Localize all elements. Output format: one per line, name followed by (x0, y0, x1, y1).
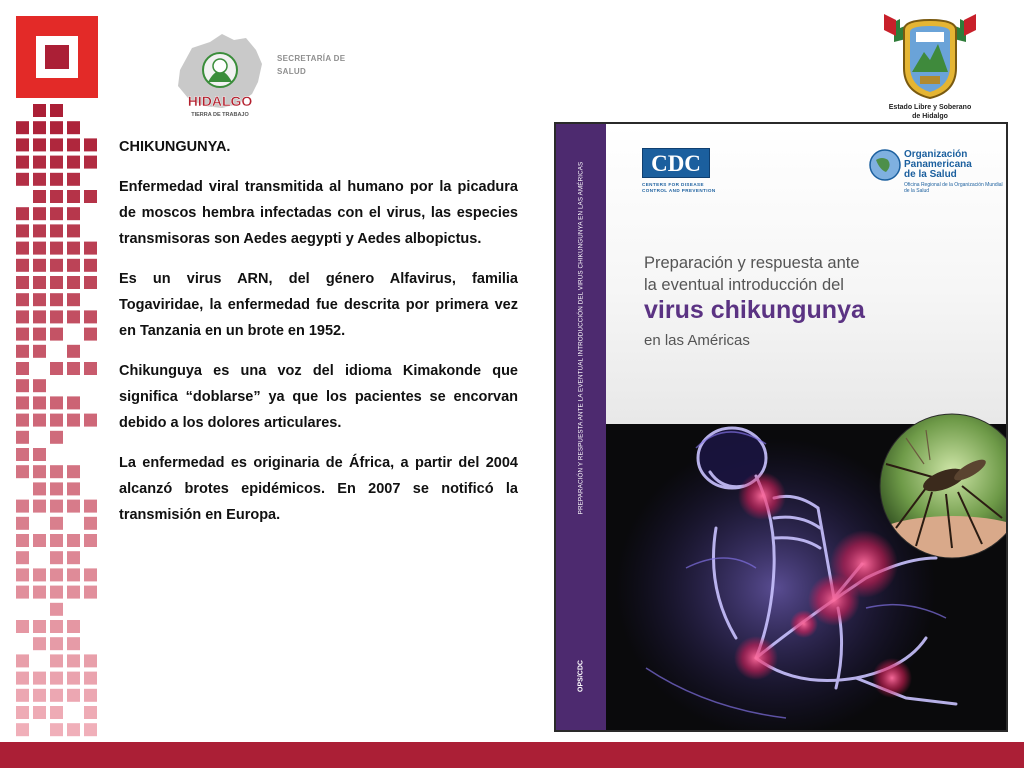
pattern-square (16, 276, 29, 289)
joint-glow-shoulder (738, 472, 786, 520)
hidalgo-name: HIDALGO (187, 93, 253, 109)
bottom-bar (0, 742, 1024, 768)
ops-name-line1: Organización (904, 149, 968, 160)
pattern-square (84, 190, 97, 203)
pattern-square (50, 156, 63, 169)
pattern-square (67, 362, 80, 375)
skeleton-illustration (606, 368, 1006, 730)
pattern-square (67, 654, 80, 667)
pattern-square (50, 104, 63, 117)
pattern-square (67, 689, 80, 702)
pattern-square (67, 568, 80, 581)
pattern-square (84, 534, 97, 547)
pattern-square (67, 293, 80, 306)
ops-globe-icon (868, 148, 902, 182)
pattern-square (84, 138, 97, 151)
pattern-square (16, 414, 29, 427)
pattern-square (16, 551, 29, 564)
pattern-square (84, 259, 97, 272)
pattern-square (50, 534, 63, 547)
pattern-square (67, 190, 80, 203)
pattern-square (67, 620, 80, 633)
pattern-square (50, 603, 63, 616)
estado-label (866, 103, 994, 121)
decorative-square-pattern (0, 0, 110, 768)
pattern-square (84, 414, 97, 427)
pattern-square (67, 207, 80, 220)
pattern-square (33, 259, 46, 272)
pattern-square (16, 448, 29, 461)
pattern-square (67, 672, 80, 685)
ops-name (904, 150, 1004, 180)
paragraph-origin: La enfermedad es originaria de África, a partir del 2004 alcanzó brotes epidémicos. En 2007 se notificó la transmisión en Europa. (119, 455, 518, 523)
pattern-square (50, 242, 63, 255)
pattern-square (50, 586, 63, 599)
pattern-square (16, 310, 29, 323)
hidalgo-tagline: TIERRA DE TRABAJO (191, 112, 249, 118)
pattern-square (33, 207, 46, 220)
cover-title-line2: la eventual introducción del (644, 276, 844, 294)
pattern-square (84, 517, 97, 530)
joint-glow-knee (830, 530, 898, 598)
pattern-square (84, 586, 97, 599)
pattern-square (16, 121, 29, 134)
pattern-square (84, 689, 97, 702)
pattern-square (33, 620, 46, 633)
joint-glow-hip (734, 636, 778, 680)
cdc-subtitle: CENTERS FOR DISEASE CONTROL AND PREVENTION (642, 182, 716, 193)
coat-of-arms-icon (880, 8, 980, 104)
estado-label-line2: de Hidalgo (912, 113, 948, 120)
pattern-square (67, 121, 80, 134)
pattern-square (16, 396, 29, 409)
pattern-square (16, 672, 29, 685)
pattern-square (33, 293, 46, 306)
paragraph-virus: Es un virus ARN, del género Alfavirus, familia Togaviridae, la enfermedad fue descrita por primera vez en Tanzania en un brote en 1952. (119, 271, 518, 339)
pattern-square (50, 207, 63, 220)
spine-title-text: PREPARACIÓN Y RESPUESTA ANTE LA EVENTUAL INTRODUCCIÓN DEL VIRUS CHIKUNGUNYA EN LAS AMÉRICAS (577, 161, 585, 515)
pattern-square (16, 173, 29, 186)
pattern-square (84, 362, 97, 375)
pattern-square (67, 259, 80, 272)
paragraph-definition: Enfermedad viral transmitida al humano por la picadura de moscos hembra infectadas con el virus, las especies transmisoras son Aedes aegypti y Aedes albopictus. (119, 179, 518, 247)
pattern-square (33, 138, 46, 151)
pattern-square (50, 396, 63, 409)
pattern-square (16, 156, 29, 169)
pattern-square (50, 568, 63, 581)
pattern-square (16, 362, 29, 375)
pattern-square (16, 242, 29, 255)
main-text (119, 134, 518, 528)
pattern-square (50, 551, 63, 564)
pattern-square (50, 276, 63, 289)
cdc-logo: CDC (642, 148, 710, 178)
section-title: CHIKUNGUNYA. (119, 139, 231, 155)
pattern-square (50, 138, 63, 151)
pattern-square (33, 379, 46, 392)
pattern-square (67, 310, 80, 323)
pattern-square (33, 190, 46, 203)
pattern-square (16, 706, 29, 719)
pattern-square (33, 121, 46, 134)
pattern-square (16, 207, 29, 220)
pattern-square (50, 121, 63, 134)
pattern-square (67, 156, 80, 169)
pattern-square (50, 706, 63, 719)
pattern-square (33, 586, 46, 599)
pattern-square (33, 310, 46, 323)
pattern-square (50, 173, 63, 186)
pattern-square (33, 706, 46, 719)
pattern-square (67, 276, 80, 289)
pattern-square (16, 723, 29, 736)
pattern-square (33, 672, 46, 685)
pattern-square (67, 465, 80, 478)
pattern-square (50, 500, 63, 513)
pattern-square (33, 242, 46, 255)
hidalgo-logo (170, 30, 270, 122)
pattern-square (50, 328, 63, 341)
pattern-square (67, 551, 80, 564)
pattern-square (67, 345, 80, 358)
pattern-square (33, 534, 46, 547)
pattern-square (84, 568, 97, 581)
pattern-square (33, 276, 46, 289)
cover-title-line1: Preparación y respuesta ante (644, 254, 860, 272)
pattern-square (67, 586, 80, 599)
pattern-square (50, 482, 63, 495)
pattern-square (67, 482, 80, 495)
pattern-square (84, 310, 97, 323)
pattern-square (33, 104, 46, 117)
ops-name-line3: de la Salud (904, 169, 957, 180)
pattern-square (16, 689, 29, 702)
pattern-square (50, 310, 63, 323)
pattern-square (16, 534, 29, 547)
pattern-square (50, 362, 63, 375)
pattern-square (16, 654, 29, 667)
pattern-square (84, 723, 97, 736)
pattern-square (67, 723, 80, 736)
pattern-square (50, 689, 63, 702)
book-cover (554, 122, 1008, 732)
pattern-square (50, 259, 63, 272)
pattern-square (16, 517, 29, 530)
cover-title-line3: virus chikungunya (644, 296, 865, 324)
pattern-square (67, 534, 80, 547)
pattern-square (16, 500, 29, 513)
pattern-square (33, 637, 46, 650)
estado-label-line1: Estado Libre y Soberano (888, 104, 972, 111)
pattern-square (50, 637, 63, 650)
pattern-square (16, 620, 29, 633)
pattern-square (16, 224, 29, 237)
pattern-square (16, 259, 29, 272)
pattern-square (84, 672, 97, 685)
pattern-square (33, 396, 46, 409)
pattern-square (50, 465, 63, 478)
pattern-square (33, 328, 46, 341)
pattern-square (84, 328, 97, 341)
spine-code-text: OPS/CDC (577, 660, 585, 692)
pattern-square (16, 138, 29, 151)
pattern-square (84, 242, 97, 255)
pattern-square (84, 500, 97, 513)
pattern-square (33, 465, 46, 478)
pattern-square (67, 242, 80, 255)
pattern-square (33, 224, 46, 237)
pattern-square (33, 156, 46, 169)
pattern-square (50, 190, 63, 203)
pattern-square (50, 672, 63, 685)
pattern-square (84, 156, 97, 169)
pattern-square (16, 328, 29, 341)
pattern-square (50, 620, 63, 633)
pattern-square (67, 637, 80, 650)
joint-glow-ankle (872, 658, 912, 698)
pattern-square (84, 654, 97, 667)
pattern-square (67, 173, 80, 186)
pattern-square (16, 379, 29, 392)
pattern-square (33, 568, 46, 581)
pattern-square (84, 706, 97, 719)
pattern-square (33, 689, 46, 702)
pattern-square (67, 414, 80, 427)
pattern-square (16, 568, 29, 581)
pattern-square (16, 345, 29, 358)
pattern-square (50, 431, 63, 444)
pattern-square (67, 500, 80, 513)
joint-glow-wrist (790, 610, 818, 638)
pattern-square (33, 448, 46, 461)
pattern-square (50, 293, 63, 306)
pattern-square (50, 517, 63, 530)
paragraph-etymology: Chikunguya es una voz del idioma Kimakonde que significa “doblarse” ya que los pacientes se encorvan debido a los dolores articulares. (119, 363, 518, 431)
pattern-square (16, 586, 29, 599)
pattern-square (33, 414, 46, 427)
ops-name-line2: Panamericana (904, 159, 972, 170)
cover-title-line4: en las Américas (644, 332, 750, 349)
pattern-square (50, 723, 63, 736)
pattern-square (33, 500, 46, 513)
pattern-square (16, 465, 29, 478)
pattern-square (67, 224, 80, 237)
secretaria-de-salud-label: SECRETARÍA DE SALUD (277, 54, 346, 76)
pattern-square (67, 396, 80, 409)
pattern-square (33, 482, 46, 495)
pattern-square (50, 414, 63, 427)
pattern-square (84, 276, 97, 289)
pattern-square (16, 431, 29, 444)
pattern-square (50, 654, 63, 667)
pattern-square (33, 345, 46, 358)
pattern-square (67, 138, 80, 151)
pattern-square (16, 293, 29, 306)
ops-subtitle: Oficina Regional de la Organización Mundial de la Salud (904, 182, 1003, 194)
pattern-square (50, 224, 63, 237)
pattern-square (33, 173, 46, 186)
